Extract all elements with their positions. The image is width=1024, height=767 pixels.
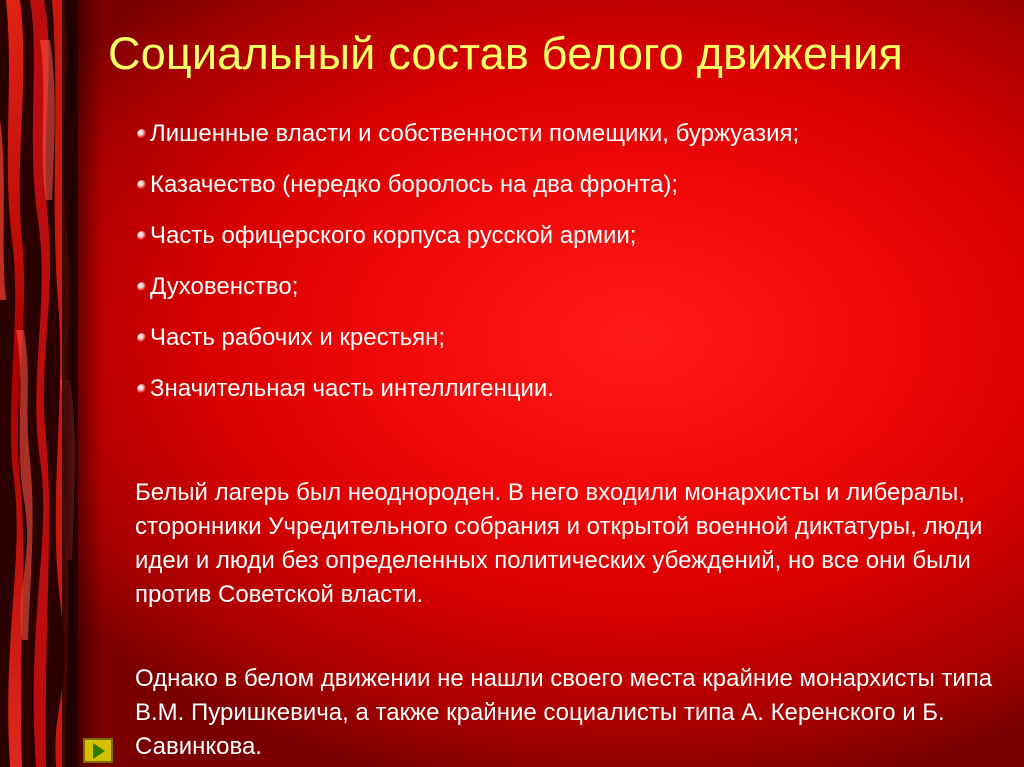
red-sphere-bullet-icon <box>137 129 147 139</box>
list-item-text: Лишенные власти и собственности помещики, буржуазия; <box>150 120 800 147</box>
paragraph-excluded-groups: Однако в белом движении не нашли своего места крайние монархисты типа В.М. Пуришкевича, а также крайние социалисты типа А. Керенского и Б. Савинкова. <box>135 665 993 760</box>
list-item-text: Часть офицерского корпуса русской армии; <box>150 222 637 249</box>
list-item <box>138 222 998 273</box>
list-item-text: Часть рабочих и крестьян; <box>150 324 446 351</box>
paragraph-white-camp: Белый лагерь был неоднороден. В него входили монархисты и либералы, сторонники Учредительного собрания и открытой военной диктатуры, люди идеи и люди без определенных политических убеждений, но все они были против Советской власти. <box>135 479 983 608</box>
red-sphere-bullet-icon <box>137 384 147 394</box>
list-item-text: Казачество (нередко боролось на два фронта); <box>150 171 679 198</box>
list-item <box>138 273 998 324</box>
red-sphere-bullet-icon <box>137 231 147 241</box>
next-slide-button[interactable] <box>83 738 113 763</box>
strip-shadow <box>62 0 102 767</box>
bullet-list <box>138 120 998 426</box>
slide-title: Социальный состав белого движения <box>108 28 904 79</box>
play-arrow-icon <box>93 743 105 759</box>
red-sphere-bullet-icon <box>137 282 147 292</box>
red-sphere-bullet-icon <box>137 180 147 190</box>
list-item <box>138 375 998 426</box>
list-item <box>138 120 998 171</box>
list-item-text: Духовенство; <box>150 273 299 300</box>
list-item-text: Значительная часть интеллигенции. <box>150 375 554 402</box>
list-item <box>138 171 998 222</box>
red-sphere-bullet-icon <box>137 333 147 343</box>
list-item <box>138 324 998 375</box>
